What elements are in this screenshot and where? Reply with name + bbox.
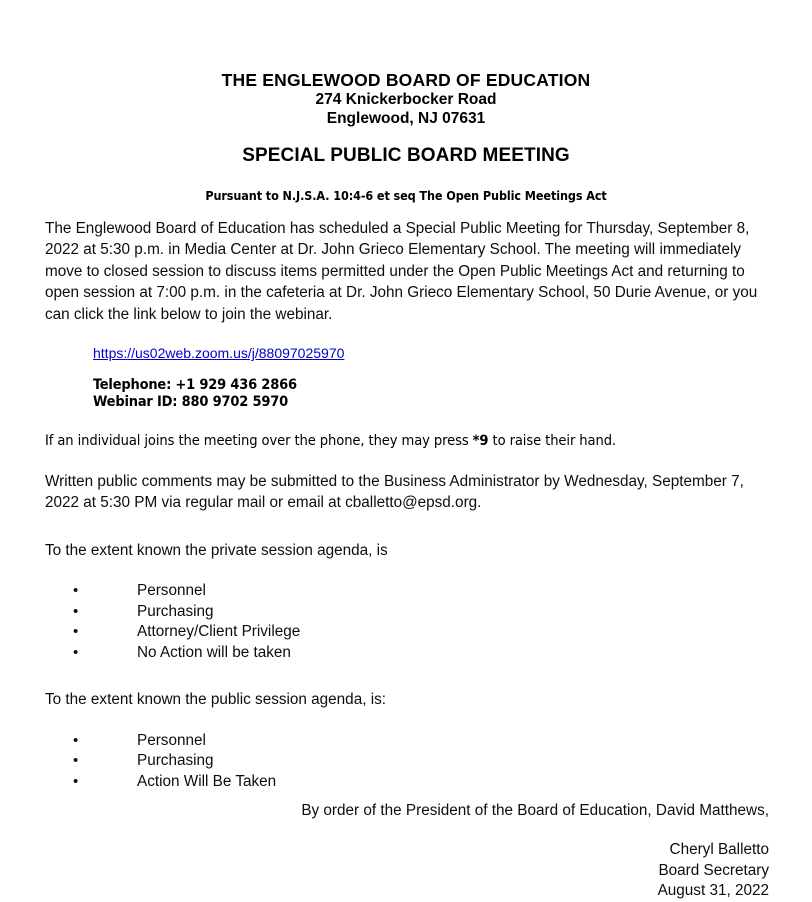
bullet-icon: • — [73, 772, 79, 790]
notice-paragraph: The Englewood Board of Education has scheduled a Special Public Meeting for Thursday, September 8, 2022 at 5:30 p.m. in Media Center at Dr. John Grieco Elementary School. The meeting will immediately move to closed session to discuss items permitted under the Open Public Meetings Act and returning to open session at 7:00 p.m. in the cafeteria at Dr. John Grieco Elementary School, 50 Durie Avenue, or you can click the link below to join the webinar. — [45, 220, 758, 323]
signer-role: Board Secretary — [658, 861, 769, 879]
list-item — [45, 622, 769, 643]
address-line-1: 274 Knickerbocker Road — [315, 91, 497, 108]
telephone-number: Telephone: +1 929 436 2866 — [93, 377, 297, 394]
order-of-president-line: By order of the President of the Board of Education, David Matthews, — [301, 802, 769, 819]
bullet-icon: • — [73, 602, 79, 620]
dial-in-details — [93, 377, 769, 410]
bullet-icon: • — [73, 582, 79, 600]
list-item-label: Purchasing — [137, 752, 214, 770]
raise-hand-prefix: If an individual joins the meeting over the phone, they may press — [45, 432, 473, 450]
public-session-list — [45, 731, 769, 793]
bullet-icon: • — [73, 731, 79, 749]
private-session-list — [45, 581, 769, 663]
letterhead — [0, 70, 812, 128]
list-item — [45, 751, 769, 772]
public-session-heading: To the extent known the public session agenda, is: — [45, 691, 386, 709]
written-comments-paragraph: Written public comments may be submitted to the Business Administrator by Wednesday, September 7, 2022 at 5:30 PM via regular mail or email at cballetto@epsd.org. — [45, 473, 744, 512]
list-item-label: Action Will Be Taken — [137, 772, 277, 790]
private-session-heading: To the extent known the private session agenda, is — [45, 541, 388, 559]
list-item — [45, 581, 769, 602]
signature-block — [45, 840, 769, 902]
list-item-label: Purchasing — [137, 602, 214, 620]
document-body — [45, 218, 769, 792]
bullet-icon: • — [73, 752, 79, 770]
organization-name: THE ENGLEWOOD BOARD OF EDUCATION — [221, 70, 591, 90]
page-title: SPECIAL PUBLIC BOARD MEETING — [242, 145, 570, 166]
zoom-link-row — [93, 345, 769, 363]
list-item-label: Attorney/Client Privilege — [137, 623, 301, 641]
list-item-label: Personnel — [137, 582, 206, 600]
webinar-id: Webinar ID: 880 9702 5970 — [93, 393, 288, 410]
list-item — [45, 772, 769, 793]
raise-hand-instruction — [45, 430, 769, 451]
list-item — [45, 602, 769, 623]
signature-date: August 31, 2022 — [657, 882, 769, 899]
address-line-2: Englewood, NJ 07631 — [326, 110, 486, 127]
statute-reference: Pursuant to N.J.S.A. 10:4-6 et seq The Open Public Meetings Act — [205, 188, 607, 203]
signer-name: Cheryl Balletto — [669, 841, 769, 858]
bullet-icon: • — [73, 623, 79, 641]
bullet-icon: • — [73, 643, 79, 661]
raise-hand-key: *9 — [472, 432, 489, 450]
list-item-label: No Action will be taken — [137, 643, 291, 661]
zoom-meeting-link[interactable]: https://us02web.zoom.us/j/88097025970 — [93, 345, 345, 362]
list-item-label: Personnel — [137, 731, 206, 749]
list-item — [45, 731, 769, 752]
list-item — [45, 643, 769, 664]
raise-hand-suffix: to raise their hand. — [488, 432, 617, 450]
